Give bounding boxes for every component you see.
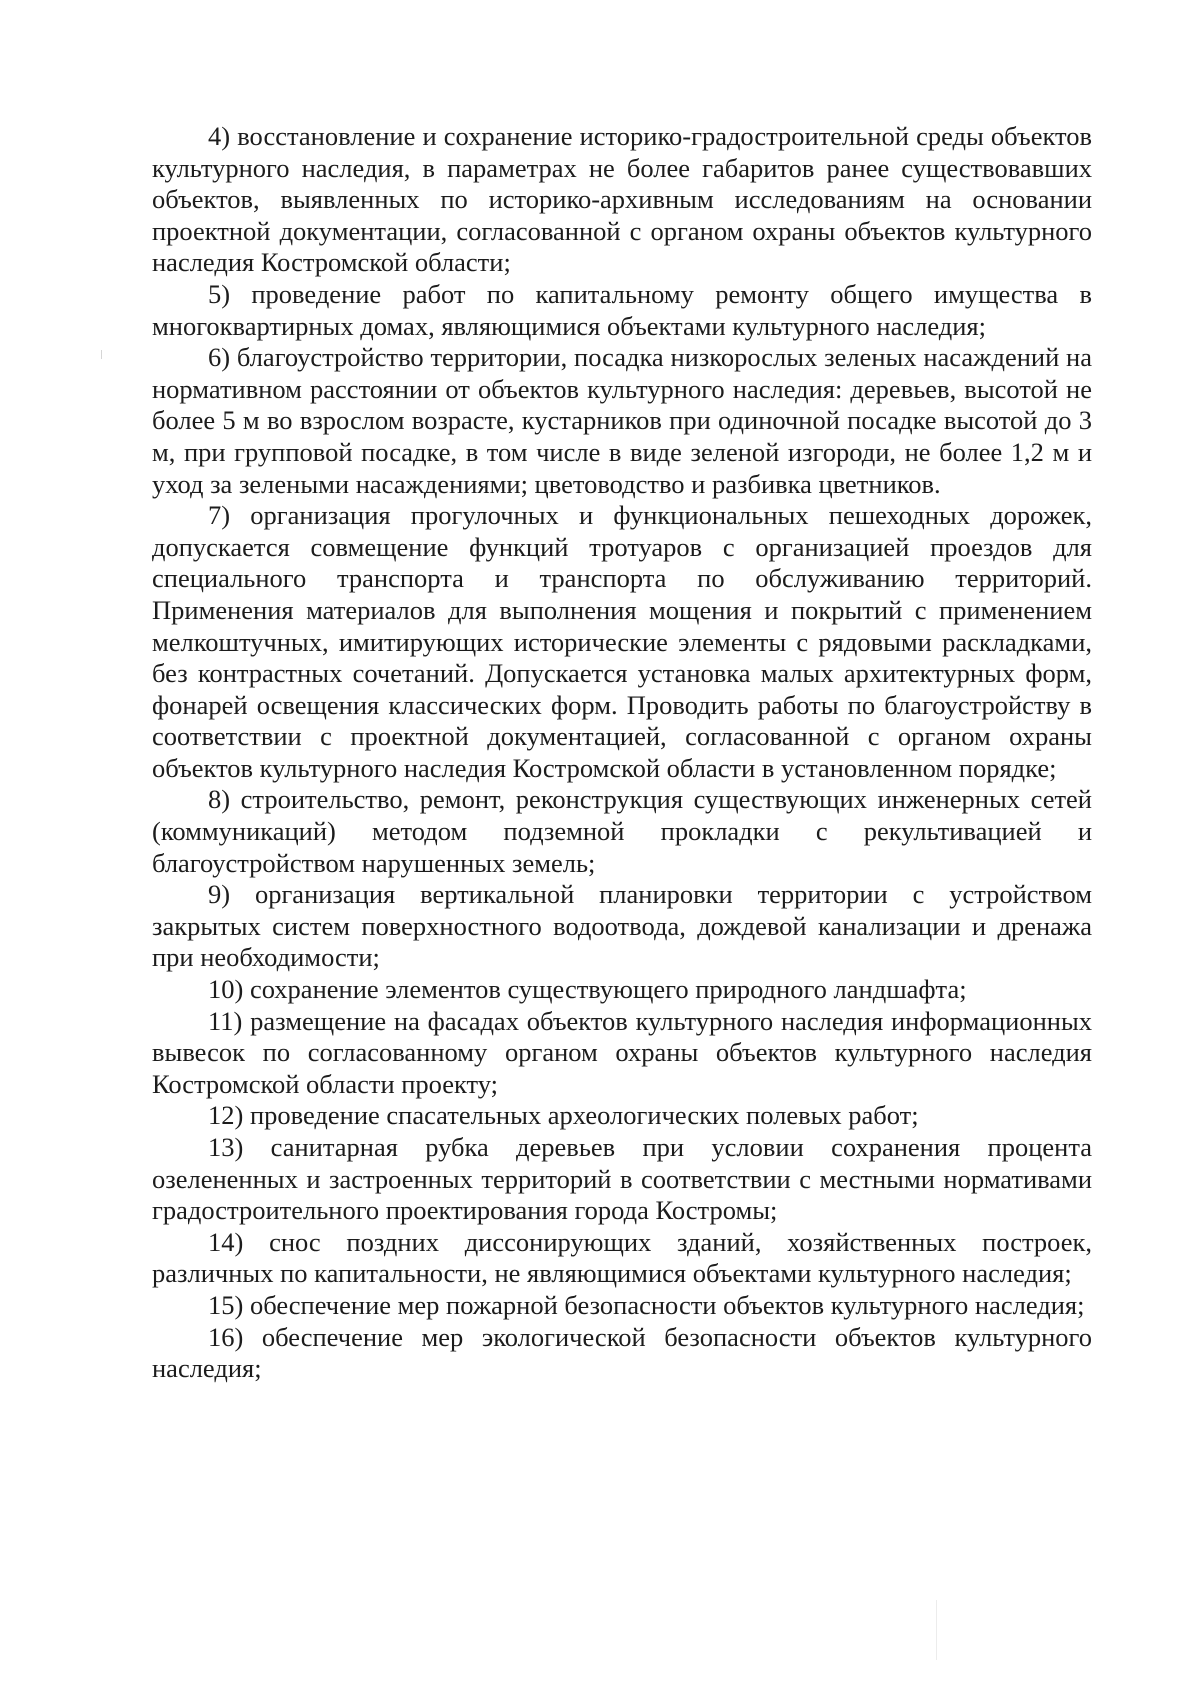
document-body	[152, 121, 1092, 1385]
paragraph-item-14: 14) снос поздних диссонирующих зданий, хозяйственных построек, различных по капитальности, не являющимися объектами культурного наследия;	[152, 1226, 1092, 1289]
paragraph-item-11: 11) размещение на фасадах объектов культурного наследия информационных вывесок по согласованному органом охраны объектов культурного наследия Костромской области проекту;	[152, 1005, 1092, 1099]
paragraph-item-16: 16) обеспечение мер экологической безопасности объектов культурного наследия;	[152, 1321, 1092, 1384]
paragraph-item-7: 7) организация прогулочных и функциональных пешеходных дорожек, допускается совмещение функций тротуаров с организацией проездов для специального транспорта и транспорта по обслуживанию территорий. Применения материалов для выполнения мощения и покрытий с применением мелкоштучных, имитирующих исторические элементы с рядовыми раскладками, без контрастных сочетаний. Допускается установка малых архитектурных форм, фонарей освещения классических форм. Проводить работы по благоустройству в соответствии с проектной документацией, согласованной с органом охраны объектов культурного наследия Костромской области в установленном порядке;	[152, 500, 1092, 783]
scan-margin-mark	[101, 350, 102, 359]
paragraph-item-5: 5) проведение работ по капитальному ремонту общего имущества в многоквартирных домах, являющимися объектами культурного наследия;	[152, 278, 1092, 341]
paragraph-item-4: 4) восстановление и сохранение историко-градостроительной среды объектов культурного наследия, в параметрах не более габаритов ранее существовавших объектов, выявленных по историко-архивным исследованиям на основании проектной документации, согласованной с органом охраны объектов культурного наследия Костромской области;	[152, 121, 1092, 278]
paragraph-item-15: 15) обеспечение мер пожарной безопасности объектов культурного наследия;	[208, 1289, 1085, 1320]
paragraph-item-12: 12) проведение спасательных археологических полевых работ;	[208, 1100, 919, 1131]
paragraph-item-10: 10) сохранение элементов существующего природного ландшафта;	[208, 974, 967, 1005]
paragraph-item-8: 8) строительство, ремонт, реконструкция существующих инженерных сетей (коммуникаций) методом подземной прокладки с рекультивацией и благоустройством нарушенных земель;	[152, 784, 1092, 878]
scan-edge-mark	[936, 1600, 937, 1660]
paragraph-item-6: 6) благоустройство территории, посадка низкорослых зеленых насаждений на нормативном расстоянии от объектов культурного наследия: деревьев, высотой не более 5 м во взрослом возрасте, кустарников при одиночной посадке высотой до 3 м, при групповой посадке, в том числе в виде зеленой изгороди, не более 1,2 м и уход за зелеными насаждениями; цветоводство и разбивка цветников.	[152, 342, 1092, 499]
paragraph-item-13: 13) санитарная рубка деревьев при условии сохранения процента озелененных и застроенных территорий в соответствии с местными нормативами градостроительного проектирования города Костромы;	[152, 1132, 1092, 1226]
paragraph-item-9: 9) организация вертикальной планировки территории с устройством закрытых систем поверхностного водоотвода, дождевой канализации и дренажа при необходимости;	[152, 879, 1092, 973]
